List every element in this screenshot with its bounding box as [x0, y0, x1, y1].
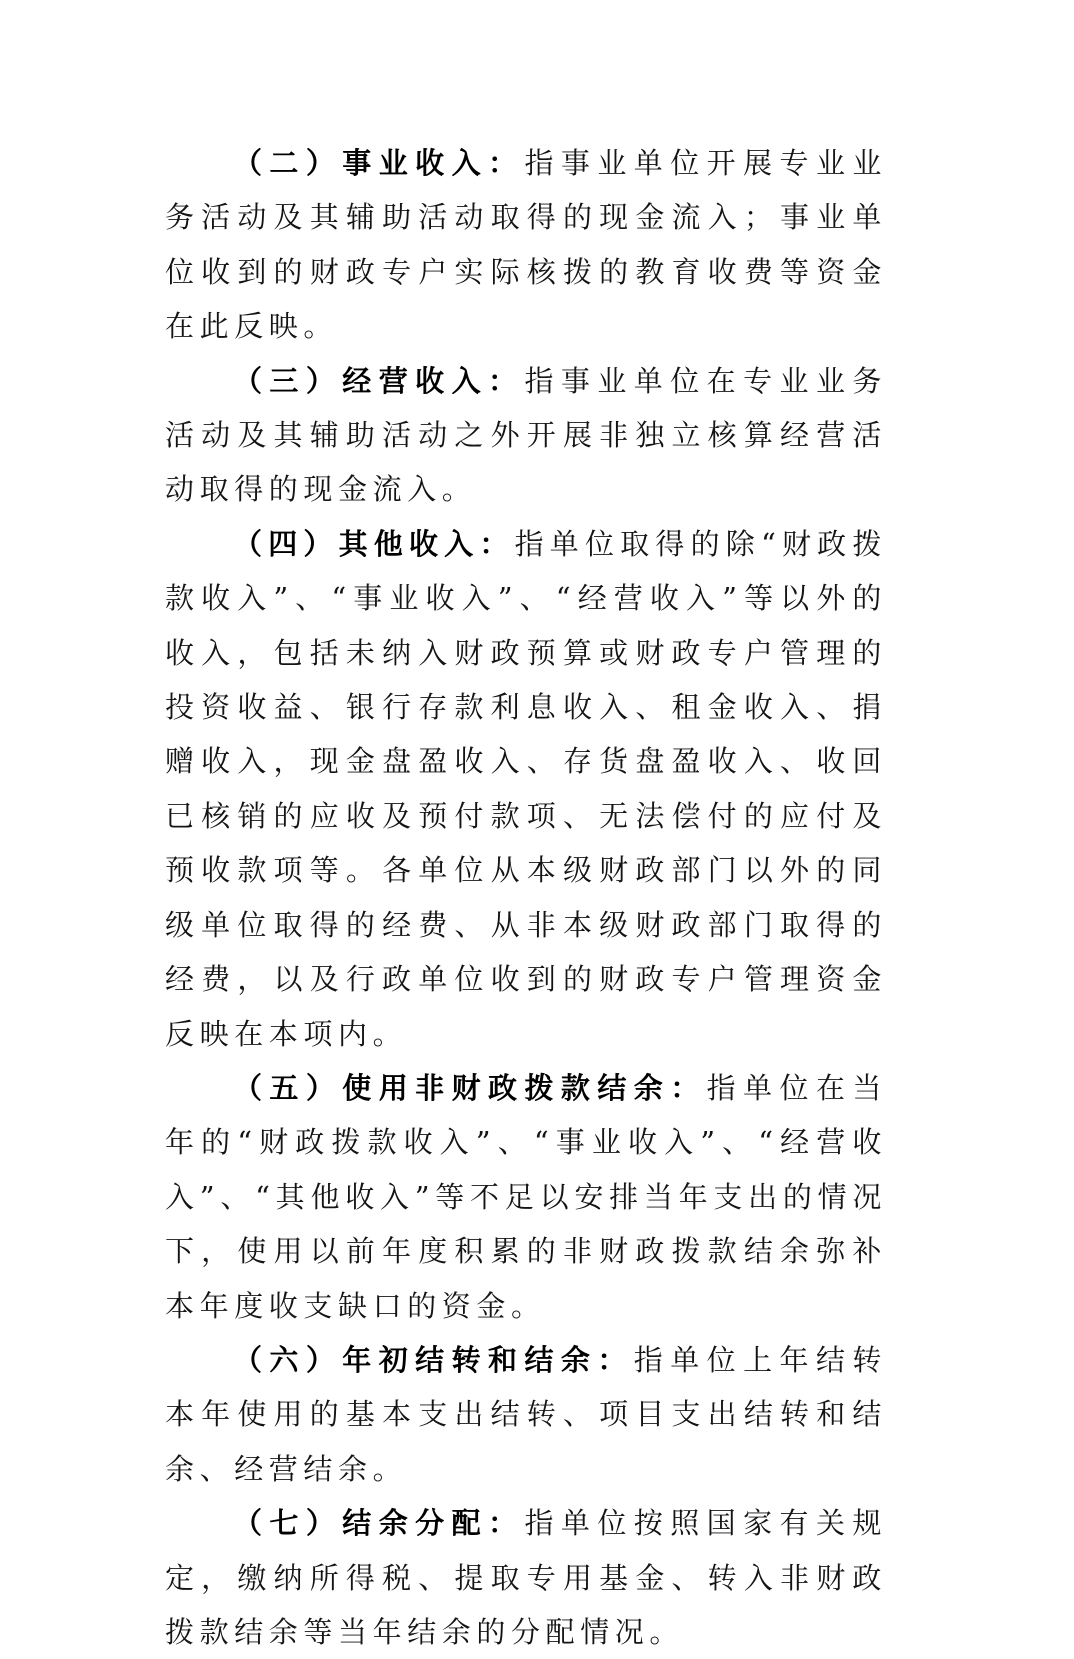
paragraph-heading: （六）年初结转和结余： [233, 1342, 634, 1377]
document-body [165, 136, 887, 1659]
paragraph-heading: （二）事业收入： [233, 146, 525, 180]
paragraph-text: 指单位按照国家有关规定，缴纳所得税、提取专用基金、转入非财政拨款结余等当年结余的分配情况。 [165, 1506, 887, 1649]
paragraph-balance-distribution [165, 1496, 887, 1659]
paragraph-text: 指单位取得的除“财政拨款收入”、“事业收入”、“经营收入”等以外的收入，包括未纳入财政预算或财政专户管理的投资收益、银行存款利息收入、租金收入、捐赠收入，现金盘盈收入、存货盘盈收入、收回已核销的应收及预付款项、无法偿付的应付及预收款项等。各单位从本级财政部门以外的同级单位取得的经费、从非本级财政部门取得的经费，以及行政单位收到的财政专户管理资金反映在本项内。 [165, 526, 887, 1051]
paragraph-text: 指事业单位开展专业业务活动及其辅助活动取得的现金流入；事业单位收到的财政专户实际核拨的教育收费等资金在此反映。 [165, 146, 887, 344]
paragraph-carryover-balance [165, 1333, 887, 1496]
paragraph-other-income [165, 517, 887, 1061]
paragraph-text: 指单位上年结转本年使用的基本支出结转、项目支出结转和结余、经营结余。 [165, 1342, 887, 1486]
paragraph-business-income [165, 136, 887, 354]
paragraph-text: 指事业单位在专业业务活动及其辅助活动之外开展非独立核算经营活动取得的现金流入。 [165, 363, 887, 507]
paragraph-heading: （四）其他收入： [233, 526, 515, 561]
paragraph-heading: （五）使用非财政拨款结余： [233, 1070, 707, 1105]
paragraph-heading: （三）经营收入： [233, 363, 525, 398]
paragraph-text: 指单位在当年的“财政拨款收入”、“事业收入”、“经营收入”、“其他收入”等不足以安排当年支出的情况下，使用以前年度积累的非财政拨款结余弥补本年度收支缺口的资金。 [165, 1070, 887, 1323]
paragraph-operating-income [165, 354, 887, 517]
paragraph-heading: （七）结余分配： [233, 1506, 525, 1541]
paragraph-non-fiscal-balance [165, 1061, 887, 1333]
